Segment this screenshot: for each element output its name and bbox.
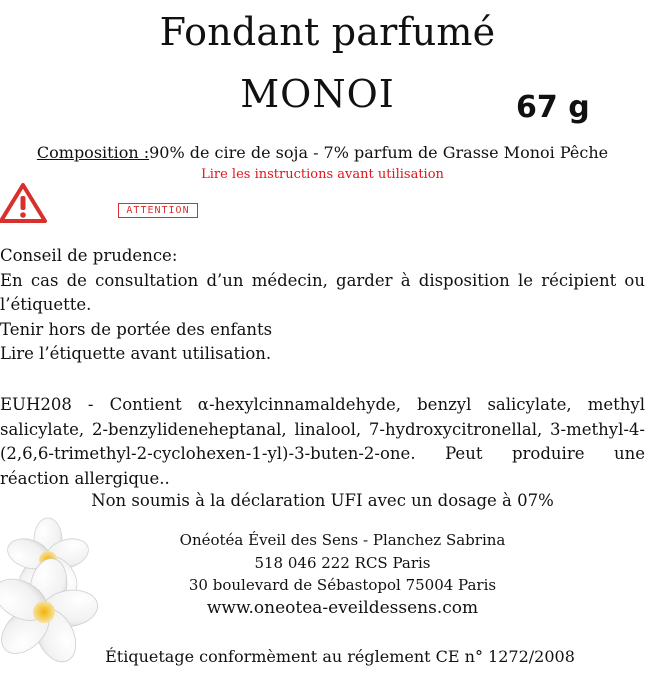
safety-advice [0,244,645,367]
euh208-statement: EUH208 - Contient α-hexylcinnamaldehyde, benzyl salicylate, methyl salicylate, 2-benzylideneheptanal, linalool, 7-hydroxycitronellal, 3-methyl-4-(2,6,6-trimethyl-2-cyclohexen-1-yl)-3-buten-2-one. Peut produire une réaction allergique.. [0,395,645,488]
product-scent: MONOI [240,72,395,116]
product-weight: 67 g [516,90,590,125]
ufi-statement: Non soumis à la déclaration UFI avec un dosage à 07% [91,491,554,510]
attention-badge: ATTENTION [118,203,198,218]
company-name: Onéotéa Éveil des Sens - Planchez Sabrina [179,531,506,549]
safety-advice-heading: Conseil de prudence: [0,246,178,265]
safety-advice-line: En cas de consultation d’un médecin, garder à disposition le récipient ou l’étiquette. [0,270,645,314]
regulation-statement: Étiquetage conformèment au réglement CE n° 1272/2008 [105,647,575,666]
read-instructions-note: Lire les instructions avant utilisation [201,167,444,182]
product-title: Fondant parfumé [159,10,496,54]
safety-advice-line: Tenir hors de portée des enfants [0,319,273,339]
composition-line [0,143,645,162]
warning-triangle-icon [0,182,48,224]
company-rcs: 518 046 222 RCS Paris [254,554,431,572]
company-address: 30 boulevard de Sébastopol 75004 Paris [188,576,497,594]
company-website: www.oneotea-eveildessens.com [206,598,479,618]
safety-advice-line: Lire l’étiquette avant utilisation. [0,344,272,363]
composition-label: Composition : [36,143,150,162]
composition-text: 90% de cire de soja - 7% parfum de Grasse Monoi Pêche [149,143,609,162]
